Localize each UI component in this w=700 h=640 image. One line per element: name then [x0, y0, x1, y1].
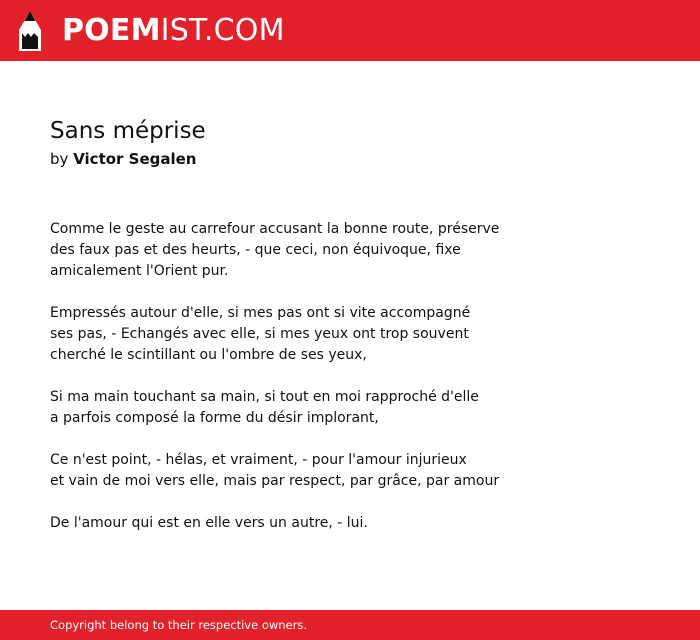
brand-bold-text: POEM: [62, 13, 161, 48]
poem-byline: [50, 148, 197, 170]
poem-line: Ce n'est point, - hélas, et vraiment, - pour l'amour injurieux: [50, 452, 467, 468]
poem-line: Si ma main touchant sa main, si tout en moi rapproché d'elle: [50, 389, 479, 405]
poem-line: ses pas, - Echangés avec elle, si mes yeux ont trop souvent: [50, 326, 469, 342]
site-logo[interactable]: [62, 11, 285, 51]
site-header: [0, 0, 700, 61]
poem-line: a parfois composé la forme du désir implorant,: [50, 410, 379, 426]
poem-line: cherché le scintillant ou l'ombre de ses yeux,: [50, 347, 367, 363]
poem-stanza: [50, 387, 650, 429]
copyright-text: Copyright belong to their respective owners.: [50, 618, 308, 632]
poem-line: Empressés autour d'elle, si mes pas ont si vite accompagné: [50, 305, 471, 321]
pencil-icon[interactable]: [17, 10, 43, 52]
poem-stanza: [50, 303, 650, 366]
poem-line: des faux pas et des heurts, - que ceci, non équivoque, fixe: [50, 242, 461, 258]
poem-body: [50, 219, 650, 555]
author-name[interactable]: Victor Segalen: [73, 150, 197, 168]
poem-line: et vain de moi vers elle, mais par respect, par grâce, par amour: [50, 473, 500, 489]
byline-prefix: by: [50, 150, 69, 168]
poem-line: amicalement l'Orient pur.: [50, 263, 229, 279]
brand-light-text: IST.COM: [160, 13, 285, 48]
poem-stanza: [50, 513, 650, 534]
site-footer: [0, 610, 700, 640]
poem-stanza: [50, 450, 650, 492]
poem-line: Comme le geste au carrefour accusant la bonne route, préserve: [50, 221, 500, 237]
poem-line: De l'amour qui est en elle vers un autre, - lui.: [50, 515, 368, 531]
poem-title: Sans méprise: [50, 118, 206, 144]
poem-stanza: [50, 219, 650, 282]
